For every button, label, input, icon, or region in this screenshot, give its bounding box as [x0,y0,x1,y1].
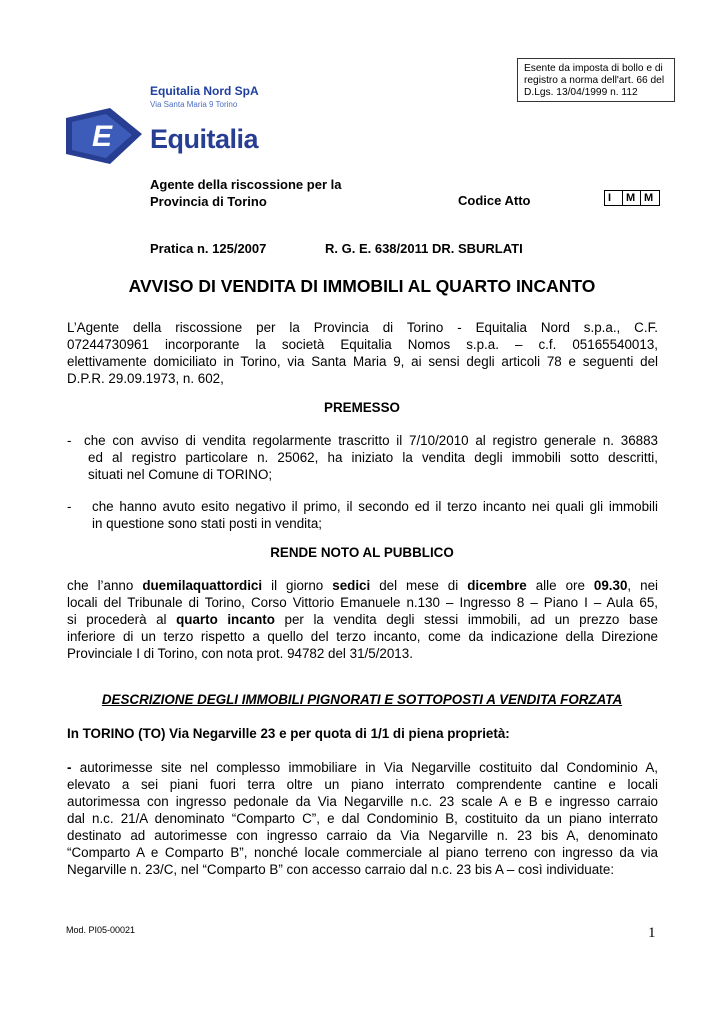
stamp-line-1: Esente da imposta di bollo e di [524,63,663,74]
property-line-3: autorimessa con ingresso pedonale da Via Negarville n.c. 23 scale A e B e ingresso carraio [67,794,658,809]
notice-time: 09.30 [593,578,628,593]
intro-paragraph [67,319,658,387]
agent-line-2: Provincia di Torino [150,194,267,209]
premesso-item-1-text [84,432,658,483]
notice-day: sedici [332,578,371,593]
property-line-2: elevato a sei piani fuori terra oltre un piano interrato comprendente cantine e locali [67,777,658,792]
intro-line-4: D.P.R. 29.09.1973, n. 602, [67,371,224,386]
notice-auction: quarto incanto [176,612,275,627]
model-code: Mod. PI05-00021 [66,925,136,935]
notice-month: dicembre [467,578,527,593]
page-number: 1 [648,925,656,941]
notice-line-3 [67,611,658,628]
premesso-item-2 [67,498,658,534]
notice-year: duemilaquattordici [142,578,263,593]
rende-noto-heading: RENDE NOTO AL PUBBLICO [270,545,454,560]
premesso-heading: PREMESSO [324,400,400,415]
logo-wordmark: Equitalia [150,124,259,154]
property-line-1 [67,759,658,776]
property-text: autorimesse site nel complesso immobiliare in Via Negarville costituito dal Condominio A, [71,760,658,775]
notice-paragraph [67,577,658,662]
code-box-3: M [644,192,654,204]
property-line-5: destinato ad autorimesse con ingresso carraio da Via Negarville n. 23 bis A, denominato [67,828,658,843]
property-line-4: dal n.c. 21/A denominato “Comparto C”, e dal Condominio B, costituito da un piano interrato [67,811,658,826]
agent-line-1: Agente della riscossione per la [150,177,342,192]
pratica-number: Pratica n. 125/2007 [150,241,267,256]
notice-text: che l’anno [67,578,143,593]
item-bullet: - [67,499,72,514]
property-dash: - [67,760,72,775]
tax-exemption-stamp [517,58,675,102]
rge-reference: R. G. E. 638/2011 DR. SBURLATI [325,241,523,256]
premesso-1-line-2: ed al registro particolare n. 25062, ha iniziato la vendita degli immobili sotto descritti, [88,450,658,465]
notice-text: , nei [627,578,658,593]
description-heading: DESCRIZIONE DEGLI IMMOBILI PIGNORATI E SOTTOPOSTI A VENDITA FORZATA [101,692,623,707]
premesso-2-line-2: in questione sono stati posti in vendita; [92,516,323,531]
notice-text: per la vendita degli stessi immobili, ad un prezzo base [274,612,658,627]
item-bullet: - [67,433,72,448]
company-address: Via Santa Maria 9 Torino [150,100,238,109]
premesso-2-line-1: che hanno avuto esito negativo il primo, il secondo ed il terzo incanto nei quali gli immobili [92,499,658,514]
company-name: Equitalia Nord SpA [150,84,259,98]
codice-atto-boxes [604,190,660,206]
notice-line-5: Provinciale I di Torino, con nota prot. 94782 del 31/5/2013. [67,646,413,661]
intro-line-1: L’Agente della riscossione per la Provincia di Torino - Equitalia Nord s.p.a., C.F. [67,320,658,335]
notice-line-2: locali del Tribunale di Torino, Corso Vittorio Emanuele n.130 – Ingresso 8 – Piano I – Aula 65, [67,595,658,610]
notice-text: del mese di [370,578,468,593]
premesso-item-1 [67,432,658,484]
equitalia-logo-icon [66,108,142,164]
property-line-7: Negarville n. 23/C, nel “Comparto B” con accesso carraio dal n.c. 23 bis A – così individuate: [67,862,615,877]
notice-line-1 [67,577,658,594]
notice-line-4: inferiore di un terzo rispetto a quello del terzo incanto, come da indicazione della Direzione [67,629,658,644]
stamp-line-2: registro a norma dell'art. 66 del [524,75,665,86]
property-line-6: “Comparto A e Comparto B”, nonché locale commerciale al piano terreno con ingresso da via [67,845,658,860]
svg-text:E: E [92,120,113,153]
property-location: In TORINO (TO) Via Negarville 23 e per quota di 1/1 di piena proprietà: [67,726,510,741]
notice-text: il giorno [262,578,333,593]
property-paragraph [67,759,658,878]
agent-info [150,176,341,210]
premesso-1-line-3: situati nel Comune di TORINO; [88,467,273,482]
codice-atto-label: Codice Atto [458,193,531,208]
intro-line-2: 07244730961 incorporante la società Equitalia Nomos s.p.a. – c.f. 05165540013, [67,337,658,352]
code-box-1: I [605,191,623,205]
premesso-item-2-text [92,498,658,532]
premesso-1-line-1: che con avviso di vendita regolarmente trascritto il 7/10/2010 al registro generale n. 36883 [84,433,658,448]
stamp-line-3: D.Lgs. 13/04/1999 n. 112 [524,87,638,98]
notice-text: alle ore [526,578,594,593]
intro-line-3: elettivamente domiciliato in Torino, via Santa Maria 9, ai sensi degli articoli 78 e seguenti del [67,354,658,369]
document-title: AVVISO DI VENDITA DI IMMOBILI AL QUARTO INCANTO [128,276,596,296]
notice-text: si procederà al [67,612,177,627]
code-box-2: M [623,191,641,205]
